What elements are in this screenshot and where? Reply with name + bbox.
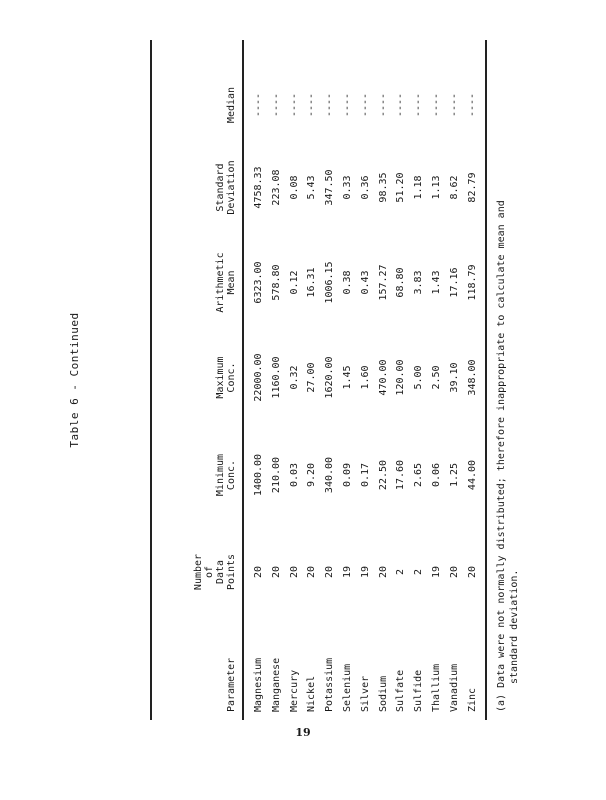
cell-mean: 68.80	[395, 267, 407, 298]
cell-min: 1.25	[448, 462, 460, 488]
cell-median: ----	[448, 92, 460, 118]
footnote-line-1: (a) Data were not normally distributed; therefore inappropriate to calculate mean and	[496, 200, 507, 712]
parameter-name: Mercury	[288, 669, 300, 712]
footnote	[495, 72, 521, 712]
parameter-name: Vanadium	[448, 663, 460, 712]
cell-sd: 82.79	[466, 172, 478, 203]
cell-max: 470.00	[377, 359, 389, 396]
cell-max: 39.10	[448, 362, 460, 393]
cell-n: 19	[342, 565, 353, 579]
column-header-line: Data	[215, 559, 226, 585]
column-header-param	[155, 622, 237, 712]
cell-n: 20	[324, 565, 336, 579]
parameter-name: Sodium	[377, 675, 389, 712]
cell-sd: 0.33	[342, 175, 353, 200]
column-header-mean	[155, 240, 237, 325]
cell-sd: 1.13	[431, 175, 442, 200]
cell-max: 22000.00	[253, 353, 264, 402]
cell-mean: 1006.15	[324, 261, 336, 304]
column-header-sd	[155, 145, 237, 230]
cell-mean: 578.80	[270, 264, 282, 301]
column-header-line: Deviation	[226, 160, 237, 215]
cell-min: 9.20	[306, 462, 318, 488]
column-header-line: Median	[226, 86, 237, 124]
cell-median: ----	[413, 92, 425, 118]
top-rule	[150, 40, 152, 720]
column-header-line: Maximum	[215, 356, 226, 399]
cell-max: 1620.00	[324, 356, 336, 399]
cell-n: 19	[431, 565, 442, 579]
cell-min: 210.00	[270, 456, 282, 494]
cell-min: 44.00	[466, 459, 478, 491]
cell-sd: 347.50	[324, 169, 336, 206]
parameter-name: Sulfate	[395, 669, 407, 712]
cell-sd: 4758.33	[253, 166, 264, 209]
cell-sd: 98.35	[377, 172, 389, 203]
cell-median: ----	[342, 92, 353, 118]
cell-median: ----	[431, 92, 442, 118]
cell-max: 1.45	[342, 365, 353, 390]
table-title: Table 6 - Continued	[68, 312, 81, 448]
cell-sd: 5.43	[306, 175, 318, 200]
cell-min: 22.50	[377, 459, 389, 491]
column-header-line: Arithmetic	[215, 252, 226, 313]
cell-sd: 0.36	[359, 175, 371, 200]
parameter-name: Thallium	[431, 663, 442, 712]
cell-median: ----	[270, 92, 282, 118]
column-header-line: of	[204, 565, 215, 579]
cell-mean: 0.38	[342, 270, 353, 295]
cell-min: 340.00	[324, 456, 336, 494]
column-header-line: Parameter	[226, 657, 237, 712]
cell-sd: 223.08	[270, 169, 282, 206]
cell-max: 5.00	[413, 365, 425, 390]
cell-median: ----	[395, 92, 407, 118]
parameter-name: Selenium	[342, 663, 353, 712]
parameter-name: Zinc	[466, 687, 478, 712]
cell-max: 348.00	[466, 359, 478, 396]
cell-median: ----	[377, 92, 389, 118]
cell-n: 20	[253, 565, 264, 579]
cell-max: 0.32	[288, 365, 300, 390]
parameter-name: Sulfide	[413, 669, 425, 712]
parameter-name: Manganese	[270, 657, 282, 712]
cell-min: 0.03	[288, 462, 300, 488]
column-header-line: Standard	[215, 163, 226, 212]
column-header-min	[155, 435, 237, 515]
cell-mean: 16.31	[306, 267, 318, 298]
cell-mean: 0.12	[288, 270, 300, 295]
parameter-name: Potassium	[324, 657, 336, 712]
cell-min: 0.09	[342, 462, 353, 488]
cell-sd: 1.18	[413, 175, 425, 200]
column-header-line: Number	[193, 553, 204, 591]
column-header-median	[155, 75, 237, 135]
cell-n: 20	[306, 565, 318, 579]
cell-min: 1400.00	[253, 453, 264, 497]
cell-mean: 17.16	[448, 267, 460, 298]
cell-min: 17.60	[395, 459, 407, 491]
page-number: 19	[295, 726, 311, 739]
cell-n: 2	[413, 568, 425, 576]
cell-n: 20	[270, 565, 282, 579]
cell-mean: 0.43	[359, 270, 371, 295]
cell-n: 20	[466, 565, 478, 579]
footnote-line-2: standard deviation.	[509, 569, 520, 684]
cell-mean: 1.43	[431, 270, 442, 295]
cell-mean: 118.79	[466, 264, 478, 301]
cell-sd: 8.62	[448, 175, 460, 200]
cell-median: ----	[324, 92, 336, 118]
parameter-name: Magnesium	[253, 657, 264, 712]
cell-median: ----	[288, 92, 300, 118]
cell-n: 20	[288, 565, 300, 579]
column-header-line: Conc.	[226, 459, 237, 491]
cell-mean: 3.83	[413, 270, 425, 295]
cell-min: 0.17	[359, 462, 371, 488]
header-rule	[242, 40, 244, 720]
cell-min: 0.06	[431, 462, 442, 488]
cell-sd: 51.20	[395, 172, 407, 203]
cell-sd: 0.08	[288, 175, 300, 200]
column-header-line: Points	[226, 553, 237, 591]
cell-max: 120.00	[395, 359, 407, 396]
column-header-line: Mean	[226, 270, 237, 295]
cell-max: 2.50	[431, 365, 442, 390]
column-header-line: Minimum	[215, 453, 226, 497]
cell-n: 20	[377, 565, 389, 579]
cell-mean: 6323.00	[253, 261, 264, 304]
cell-max: 27.00	[306, 362, 318, 393]
rotated-table-page	[40, 40, 570, 720]
cell-min: 2.65	[413, 462, 425, 488]
cell-n: 2	[395, 568, 407, 576]
bottom-rule	[485, 40, 487, 720]
cell-n: 19	[359, 565, 371, 579]
column-header-max	[155, 335, 237, 420]
cell-median: ----	[466, 92, 478, 118]
cell-max: 1160.00	[270, 356, 282, 399]
parameter-name: Silver	[359, 675, 371, 712]
cell-median: ----	[306, 92, 318, 118]
cell-n: 20	[448, 565, 460, 579]
column-header-n	[155, 542, 237, 602]
cell-median: ----	[359, 92, 371, 118]
cell-mean: 157.27	[377, 264, 389, 301]
parameter-name: Nickel	[306, 675, 318, 712]
cell-median: ----	[253, 92, 264, 118]
column-header-line: Conc.	[226, 362, 237, 393]
cell-max: 1.60	[359, 365, 371, 390]
